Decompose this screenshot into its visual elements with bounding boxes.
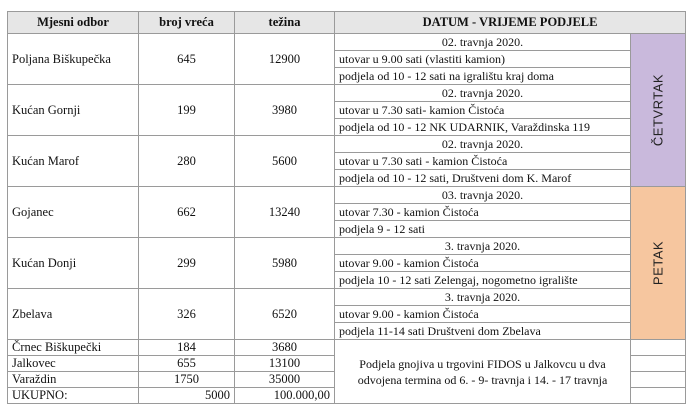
tezina-cell: 3680 bbox=[235, 340, 335, 356]
total-tezina: 100.000,00 bbox=[235, 388, 335, 404]
date-line: 02. travnja 2020. bbox=[335, 136, 631, 153]
distribution-line: podjela 9 - 12 sati bbox=[335, 221, 631, 238]
table-row bbox=[8, 85, 686, 102]
odbor-cell: Črnec Biškupečki bbox=[8, 340, 139, 356]
empty-day-cell bbox=[631, 340, 686, 356]
load-line: utovar 9.00 - kamion Čistoća bbox=[335, 306, 631, 323]
day-friday bbox=[631, 187, 686, 340]
empty-day-cell bbox=[631, 388, 686, 404]
header-tezina: težina bbox=[235, 12, 335, 34]
odbor-cell: Zbelava bbox=[8, 289, 139, 340]
table-row bbox=[8, 340, 686, 356]
load-line: utovar u 7.30 sati - kamion Čistoća bbox=[335, 153, 631, 170]
day-thursday-label: ČETVRTAK bbox=[650, 73, 666, 147]
total-vrece: 5000 bbox=[139, 388, 235, 404]
day-friday-label: PETAK bbox=[650, 240, 666, 286]
table-row bbox=[8, 187, 686, 204]
tezina-cell: 5600 bbox=[235, 136, 335, 187]
tezina-cell: 5980 bbox=[235, 238, 335, 289]
vrece-cell: 199 bbox=[139, 85, 235, 136]
vrece-cell: 645 bbox=[139, 34, 235, 85]
distribution-line: podjela 10 - 12 sati Zelengaj, nogometno igralište bbox=[335, 272, 631, 289]
tezina-cell: 13100 bbox=[235, 356, 335, 372]
load-line: utovar u 7.30 sati- kamion Čistoća bbox=[335, 102, 631, 119]
header-row bbox=[8, 12, 686, 34]
load-line: utovar 7.30 - kamion Čistoća bbox=[335, 204, 631, 221]
odbor-cell: Jalkovec bbox=[8, 356, 139, 372]
distribution-line: podjela od 10 - 12 NK UDARNIK, Varaždinska 119 bbox=[335, 119, 631, 136]
vrece-cell: 1750 bbox=[139, 372, 235, 388]
date-line: 02. travnja 2020. bbox=[335, 85, 631, 102]
header-vrece: broj vreća bbox=[139, 12, 235, 34]
tezina-cell: 35000 bbox=[235, 372, 335, 388]
date-line: 03. travnja 2020. bbox=[335, 187, 631, 204]
tezina-cell: 12900 bbox=[235, 34, 335, 85]
vrece-cell: 326 bbox=[139, 289, 235, 340]
distribution-line: podjela od 10 - 12 sati na igralištu kraj doma bbox=[335, 68, 631, 85]
date-line: 3. travnja 2020. bbox=[335, 238, 631, 255]
vrece-cell: 280 bbox=[139, 136, 235, 187]
load-line: utovar 9.00 - kamion Čistoća bbox=[335, 255, 631, 272]
table-row bbox=[8, 238, 686, 255]
table-row bbox=[8, 289, 686, 306]
header-odbor: Mjesni odbor bbox=[8, 12, 139, 34]
tezina-cell: 13240 bbox=[235, 187, 335, 238]
date-line: 3. travnja 2020. bbox=[335, 289, 631, 306]
table-row bbox=[8, 136, 686, 153]
distribution-line: podjela od 10 - 12 sati, Društveni dom K. Marof bbox=[335, 170, 631, 187]
table-row bbox=[8, 34, 686, 51]
odbor-cell: Kućan Marof bbox=[8, 136, 139, 187]
vrece-cell: 184 bbox=[139, 340, 235, 356]
odbor-cell: Varaždin bbox=[8, 372, 139, 388]
odbor-cell: Kućan Donji bbox=[8, 238, 139, 289]
tezina-cell: 3980 bbox=[235, 85, 335, 136]
odbor-cell: Kućan Gornji bbox=[8, 85, 139, 136]
distribution-line: podjela 11-14 sati Društveni dom Zbelava bbox=[335, 323, 631, 340]
distribution-table bbox=[7, 11, 686, 404]
header-datum: DATUM - VRIJEME PODJELE bbox=[335, 12, 686, 34]
fidos-note: Podjela gnojiva u trgovini FIDOS u Jalkovcu u dva odvojena termina od 6. - 9- travnja i 14. - 17 travnja bbox=[335, 340, 631, 404]
total-label: UKUPNO: bbox=[8, 388, 139, 404]
empty-day-cell bbox=[631, 356, 686, 372]
odbor-cell: Gojanec bbox=[8, 187, 139, 238]
odbor-cell: Poljana Biškupečka bbox=[8, 34, 139, 85]
vrece-cell: 662 bbox=[139, 187, 235, 238]
vrece-cell: 299 bbox=[139, 238, 235, 289]
day-thursday bbox=[631, 34, 686, 187]
date-line: 02. travnja 2020. bbox=[335, 34, 631, 51]
empty-day-cell bbox=[631, 372, 686, 388]
vrece-cell: 655 bbox=[139, 356, 235, 372]
tezina-cell: 6520 bbox=[235, 289, 335, 340]
load-line: utovar u 9.00 sati (vlastiti kamion) bbox=[335, 51, 631, 68]
